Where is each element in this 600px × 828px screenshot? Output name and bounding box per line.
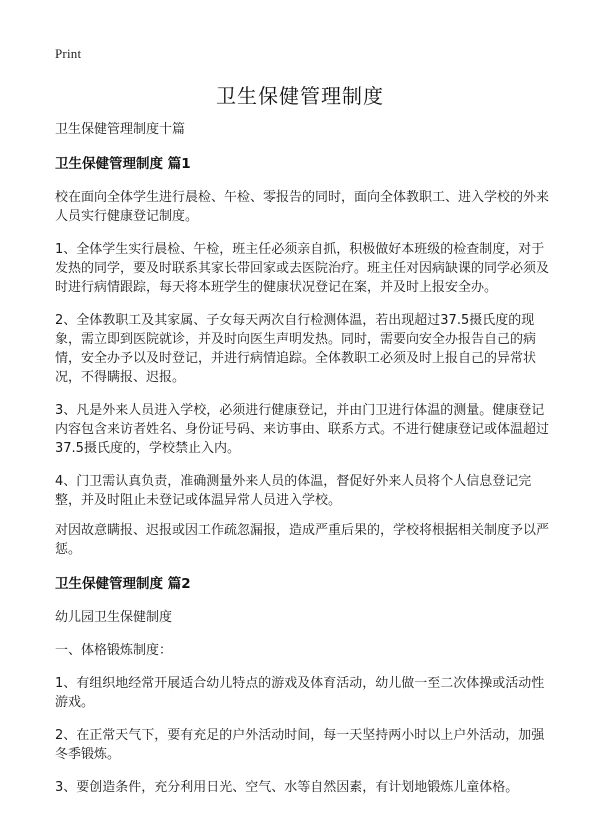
paragraph: 幼儿园卫生保健制度 <box>55 610 173 625</box>
paragraph: 1、有组织地经常开展适合幼儿特点的游戏及体育活动，幼儿做一至二次体操或活动性游戏。 <box>55 676 545 710</box>
paragraph: 校在面向全体学生进行晨检、午检、零报告的同时，面向全体教职工、进入学校的外来人员实行健康登记制度。 <box>55 190 550 224</box>
print-link[interactable]: Print <box>55 46 82 61</box>
paragraph: 2、全体教职工及其家属、子女每天两次自行检测体温，若出现超过37.5摄氏度的现象，需立即到医院就诊，并及时向医生声明发热。同时，需要向安全办报告自己的病情，安全办予以及时登记，并进行病情追踪。全体教职工必须及时上报自己的异常状况，不得瞒报、迟报。 <box>55 313 537 385</box>
document-subtitle: 卫生保健管理制度十篇 <box>55 122 186 137</box>
document-title: 卫生保健管理制度 <box>216 84 384 108</box>
paragraph: 4、门卫需认真负责，准确测量外来人员的体温，督促好外来人员将个人信息登记完整，并及时阻止未登记或体温异常人员进入学校。 <box>55 474 532 508</box>
section-heading: 卫生保健管理制度 篇2 <box>55 576 191 592</box>
paragraph: 一、体格锻炼制度： <box>55 643 173 658</box>
paragraph: 对因故意瞒报、迟报或因工作疏忽漏报，造成严重后果的，学校将根据相关制度予以严惩。 <box>55 523 550 557</box>
paragraph: 2、在正常天气下，要有充足的户外活动时间，每一天坚持两小时以上户外活动，加强冬季锻炼。 <box>55 728 545 762</box>
section-heading: 卫生保健管理制度 篇1 <box>55 156 191 172</box>
paragraph: 3、要创造条件，充分利用日光、空气、水等自然因素，有计划地锻炼儿童体格。 <box>55 780 519 795</box>
document-body <box>55 120 552 797</box>
paragraph: 3、凡是外来人员进入学校，必须进行健康登记，并由门卫进行体温的测量。健康登记内容包含来访者姓名、身份证号码、来访事由、联系方式。不进行健康登记或体温超过37.5摄氏度的，学校禁止入内。 <box>55 403 550 456</box>
paragraph: 1、全体学生实行晨检、午检，班主任必须亲自抓，积极做好本班级的检查制度，对于发热的同学，要及时联系其家长带回家或去医院治疗。班主任对因病缺课的同学必须及时进行病情跟踪，每天将本班学生的健康状况登记在案，并及时上报安全办。 <box>55 242 550 295</box>
